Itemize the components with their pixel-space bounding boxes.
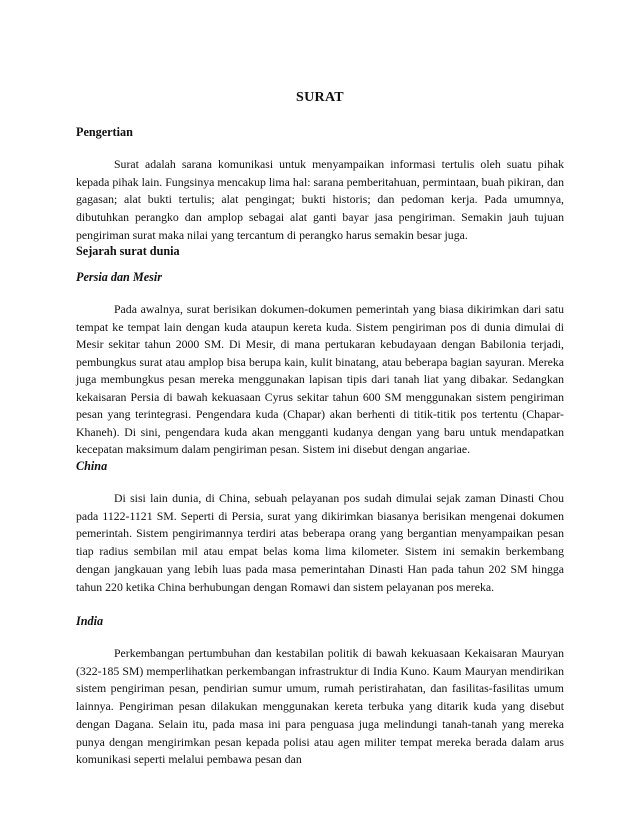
subsection-heading-china: China — [76, 459, 108, 473]
document-title: SURAT — [296, 90, 344, 105]
subsection-heading-india: India — [76, 614, 104, 628]
paragraph-china: Di sisi lain dunia, di China, sebuah pelayanan pos sudah dimulai sejak zaman Dinasti Chou pada 1122-1121 SM. Seperti di Persia, surat yang dikirimkan biasanya berisikan mengenai dokumen pemerintah. Sistem pengirimannya terdiri atas beberapa orang yang bergantian menyampaikan pesan tiap radius sembilan mil atau empat belas koma lima kilometer. Sistem ini semakin berkembang dengan jangkauan yang lebih luas pada masa pemerintahan Dinasti Han pada tahun 202 SM hingga tahun 220 ketika China berhubungan dengan Romawi dan sistem pelayanan pos mereka. — [76, 491, 564, 594]
paragraph-persia-mesir: Pada awalnya, surat berisikan dokumen-dokumen pemerintah yang biasa dikirimkan dari satu tempat ke tempat lain dengan kuda ataupun kereta kuda. Sistem pengiriman pos di dunia dimulai di Mesir sekitar tahun 2000 SM. Di Mesir, di mana pertukaran kebudayaan dengan Babilonia terjadi, pembungkus surat atau amplop bisa berupa kain, kulit binatang, atau beberapa bagian sayuran. Mereka juga membungkus pesan mereka menggunakan lapisan tipis dari tanah liat yang dibakar. Sedangkan kekaisaran Persia di bawah kekuasaan Cyrus sekitar tahun 600 SM menggunakan sistem pengiriman pesan yang terintegrasi. Pengendara kuda (Chapar) akan berhenti di titik-titik pos tertentu (Chapar-Khaneh). Di sini, pengendara kuda akan mengganti kudanya dengan yang baru untuk mendapatkan kecepatan maksimum dalam pengiriman pesan. Sistem ini disebut dengan angariae. — [76, 302, 564, 457]
section-heading-sejarah: Sejarah surat dunia — [76, 244, 180, 258]
section-heading-pengertian: Pengertian — [76, 125, 133, 139]
subsection-heading-persia-mesir: Persia dan Mesir — [76, 270, 162, 284]
paragraph-india: Perkembangan pertumbuhan dan kestabilan politik di bawah kekuasaan Kekaisaran Mauryan (322-185 SM) memperlihatkan perkembangan infrastruktur di India Kuno. Kaum Mauryan mendirikan sistem pengiriman pesan, pendirian sumur umum, rumah peristirahatan, dan fasilitas-fasilitas umum lainnya. Pengiriman pesan dilakukan menggunakan kereta terbuka yang ditarik kuda yang disebut dengan Dagana. Selain itu, pada masa ini para penguasa juga melindungi tanah-tanah yang mereka punya dengan mengirimkan pesan kepada polisi atau agen militer tempat mereka berada dalam arus komunikasi seperti melalui pembawa pesan dan — [76, 646, 564, 767]
paragraph-pengertian: Surat adalah sarana komunikasi untuk menyampaikan informasi tertulis oleh suatu pihak kepada pihak lain. Fungsinya mencakup lima hal: sarana pemberitahuan, permintaan, buah pikiran, dan gagasan; alat bukti tertulis; alat pengingat; bukti historis; dan pedoman kerja. Pada umumnya, dibutuhkan perangko dan amplop sebagai alat ganti bayar jasa pengiriman. Semakin jauh tujuan pengiriman surat maka nilai yang tercantum di perangko harus semakin besar juga. — [76, 157, 564, 242]
